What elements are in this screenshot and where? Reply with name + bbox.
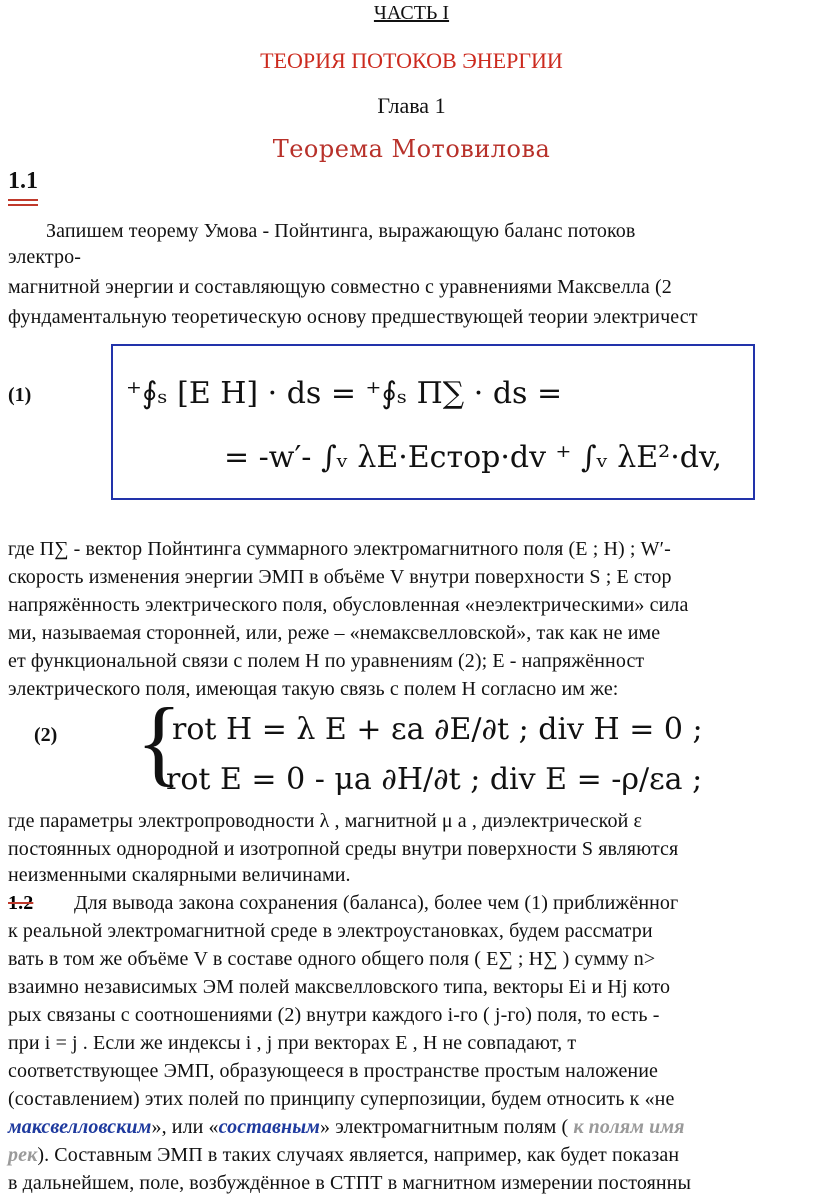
- intro-line-4: фундаментальную теоретическую основу предшествующей теории электричест: [8, 306, 698, 328]
- definition-line-1: где П∑ - вектор Пойнтинга суммарного электромагнитного поля (E ; H) ; W′-: [8, 538, 671, 560]
- equation-2-row-1: rot H = λ E + εa ∂E/∂t ; div H = 0 ;: [172, 712, 703, 747]
- term-maxwellian: максвелловским: [8, 1116, 152, 1138]
- equation-2-brace: {: [136, 688, 183, 795]
- section-2-line-11: в дальнейшем, поле, возбуждённое в СТПТ в магнитном измерении постоянны: [8, 1172, 692, 1194]
- term-fields-named: к полям имя: [573, 1116, 685, 1138]
- section-2-line-7: соответствующее ЭМП, образующееся в пространстве простым наложение: [8, 1060, 659, 1082]
- equation-2-row-2: rot E = 0 - μa ∂H/∂t ; div E = -ρ/εa ;: [166, 762, 703, 797]
- section-2-line-6: при i = j . Если же индексы i , j при векторах E , H не совпадают, т: [8, 1032, 577, 1054]
- section-underline-2: [8, 204, 38, 206]
- equation-2-label: (2): [34, 724, 58, 746]
- section-2-number: 1.2: [8, 892, 34, 914]
- section-2-line-1: Для вывода закона сохранения (баланса), более чем (1) приближённог: [74, 892, 679, 914]
- section-2-line-9-part-b: », или «: [151, 1116, 219, 1138]
- intro-line-1: Запишем теорему Умова - Пойнтинга, выражающую баланс потоков: [46, 220, 636, 242]
- definition-line-2: скорость изменения энергии ЭМП в объёме V внутри поверхности S ; E стор: [8, 566, 672, 588]
- equation-1-box: [111, 344, 755, 500]
- term-rek: рек: [8, 1144, 38, 1166]
- definition-line-6: электрического поля, имеющая такую связь с полем H согласно им же:: [8, 678, 619, 700]
- theory-title: ТЕОРИЯ ПОТОКОВ ЭНЕРГИИ: [260, 48, 563, 73]
- section-2-line-9-part-d: » электромагнитным полям (: [320, 1116, 574, 1138]
- params-line-1: где параметры электропроводности λ , магнитной μ a , диэлектрической ε: [8, 810, 642, 832]
- params-line-2: постоянных однородной и изотропной среды внутри поверхности S являются: [8, 838, 679, 860]
- section-2-line-8: (составлением) этих полей по принципу суперпозиции, будем относить к «не: [8, 1088, 675, 1110]
- intro-line-2: электро-: [8, 246, 81, 268]
- definition-line-5: ет функциональной связи с полем H по уравнениям (2); E - напряжённост: [8, 650, 645, 672]
- intro-line-3: магнитной энергии и составляющую совместно с уравнениями Максвелла (2: [8, 276, 672, 298]
- definition-line-4: ми, называемая сторонней, или, реже – «немаксвелловской», так как не име: [8, 622, 661, 644]
- section-2-line-10: [8, 1144, 679, 1167]
- equation-1-label: (1): [8, 384, 32, 406]
- section-2-line-10-part-b: ). Составным ЭМП в таких случаях является, например, как будет показан: [37, 1144, 680, 1166]
- section-2-line-2: к реальной электромагнитной среде в электроустановках, будем рассматри: [8, 920, 653, 942]
- section-underline: [8, 199, 38, 201]
- chapter-heading: Глава 1: [377, 93, 446, 118]
- section-2-line-4: взаимно независимых ЭМ полей максвелловского типа, векторы Ei и Hj кото: [8, 976, 671, 998]
- section-2-line-3: вать в том же объёме V в составе одного общего поля ( E∑ ; H∑ ) сумму n>: [8, 948, 656, 970]
- section-2-line-9: [8, 1116, 685, 1139]
- params-line-3: неизменными скалярными величинами.: [8, 864, 351, 886]
- definition-line-3: напряжённость электрического поля, обусловленная «неэлектрическими» сила: [8, 594, 689, 616]
- equation-1-row-2: = -w′- ∫ᵥ λE·Eстор·dv ⁺ ∫ᵥ λE²·dv,: [224, 440, 722, 475]
- section-number: 1.1: [8, 168, 38, 194]
- term-composite: составным: [218, 1116, 320, 1138]
- theorem-title: Теорема Мотовилова: [272, 135, 551, 163]
- section-2-line-5: рых связаны с соотношениями (2) внутри каждого i-го ( j-го) поля, то есть -: [8, 1004, 660, 1026]
- equation-1-row-1: ⁺∮ₛ [E H] · ds = ⁺∮ₛ Π∑ · ds =: [126, 376, 563, 411]
- part-heading: ЧАСТЬ I: [373, 2, 450, 24]
